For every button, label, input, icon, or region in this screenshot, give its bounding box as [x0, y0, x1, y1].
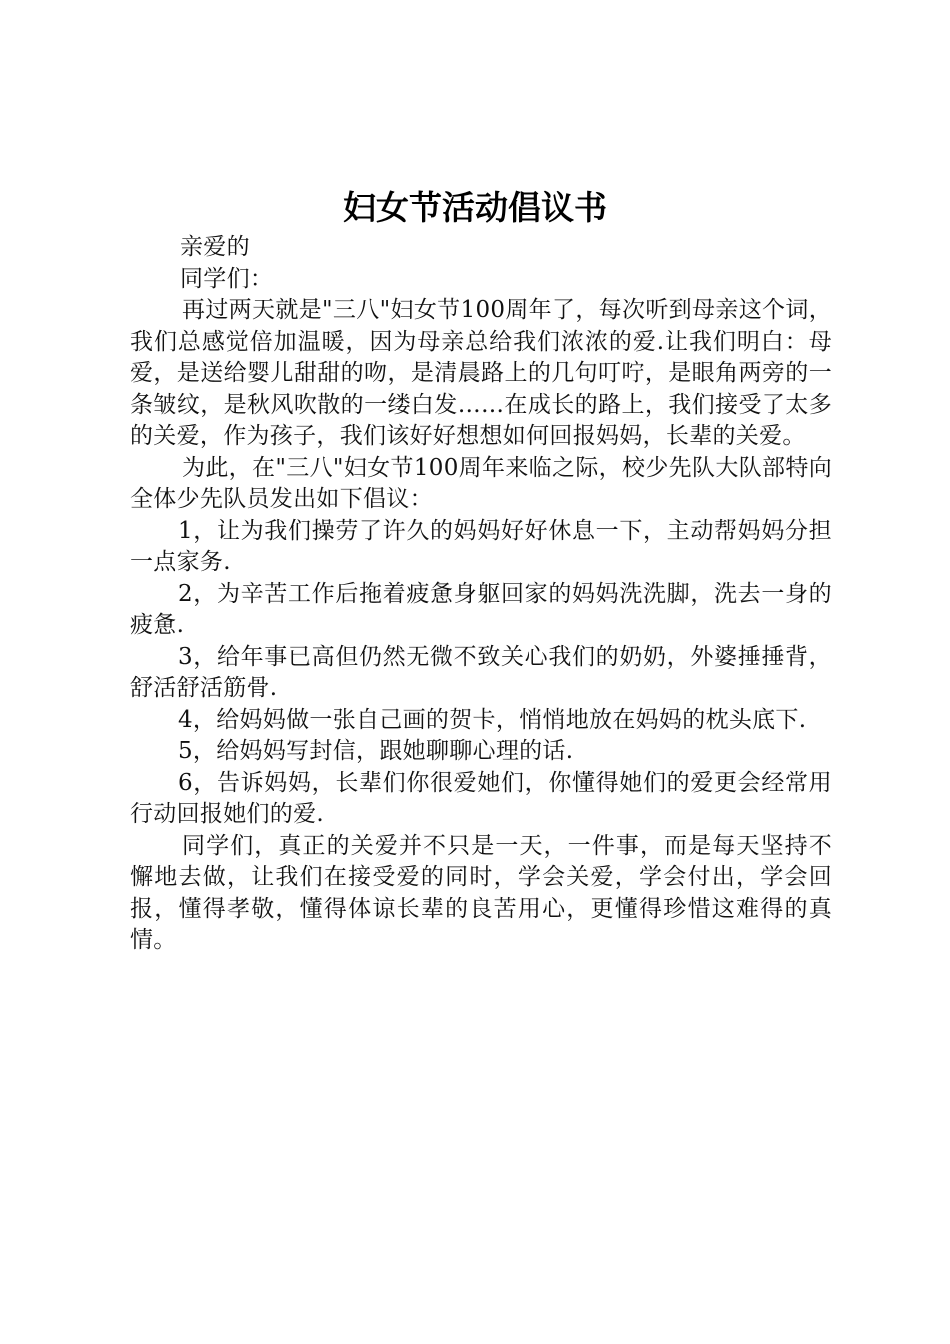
proposal-item-2: 2，为辛苦工作后拖着疲惫身躯回家的妈妈洗洗脚，洗去一身的疲惫. — [130, 580, 832, 638]
proposal-item-5: 5，给妈妈写封信，跟她聊聊心理的话. — [178, 738, 574, 764]
proposal-item-1: 1，让为我们操劳了许久的妈妈好好休息一下，主动帮妈妈分担一点家务. — [130, 517, 832, 575]
greeting-line-2: 同学们： — [180, 265, 274, 292]
intro-paragraph: 再过两天就是"三八"妇女节100周年了，每次听到母亲这个词，我们总感觉倍加温暖，因为母亲总给我们浓浓的爱.让我们明白：母爱，是送给婴儿甜甜的吻，是清晨路上的几句叮咛，是眼角两旁的一条皱纹，是秋风吹散的一缕白发……在成长的路上，我们接受了太多的关爱，作为孩子，我们该好好想想如何回报妈妈，长辈的关爱。 — [130, 297, 832, 449]
proposal-paragraph: 为此，在"三八"妇女节100周年来临之际，校少先队大队部特向全体少先队员发出如下倡议： — [130, 454, 832, 512]
proposal-item-4: 4，给妈妈做一张自己画的贺卡，悄悄地放在妈妈的枕头底下. — [178, 706, 807, 733]
document-body — [130, 232, 832, 957]
document-title: 妇女节活动倡议书 — [343, 188, 607, 227]
proposal-item-3: 3，给年事已高但仍然无微不致关心我们的奶奶，外婆捶捶背，舒活舒活筋骨. — [130, 643, 832, 701]
greeting-line-1: 亲爱的 — [180, 234, 250, 260]
closing-paragraph: 同学们，真正的关爱并不只是一天，一件事，而是每天坚持不懈地去做，让我们在接受爱的同时，学会关爱，学会付出，学会回报，懂得孝敬，懂得体谅长辈的良苦用心，更懂得珍惜这难得的真情。 — [130, 832, 832, 953]
proposal-item-6: 6，告诉妈妈，长辈们你很爱她们，你懂得她们的爱更会经常用行动回报她们的爱. — [130, 769, 832, 827]
